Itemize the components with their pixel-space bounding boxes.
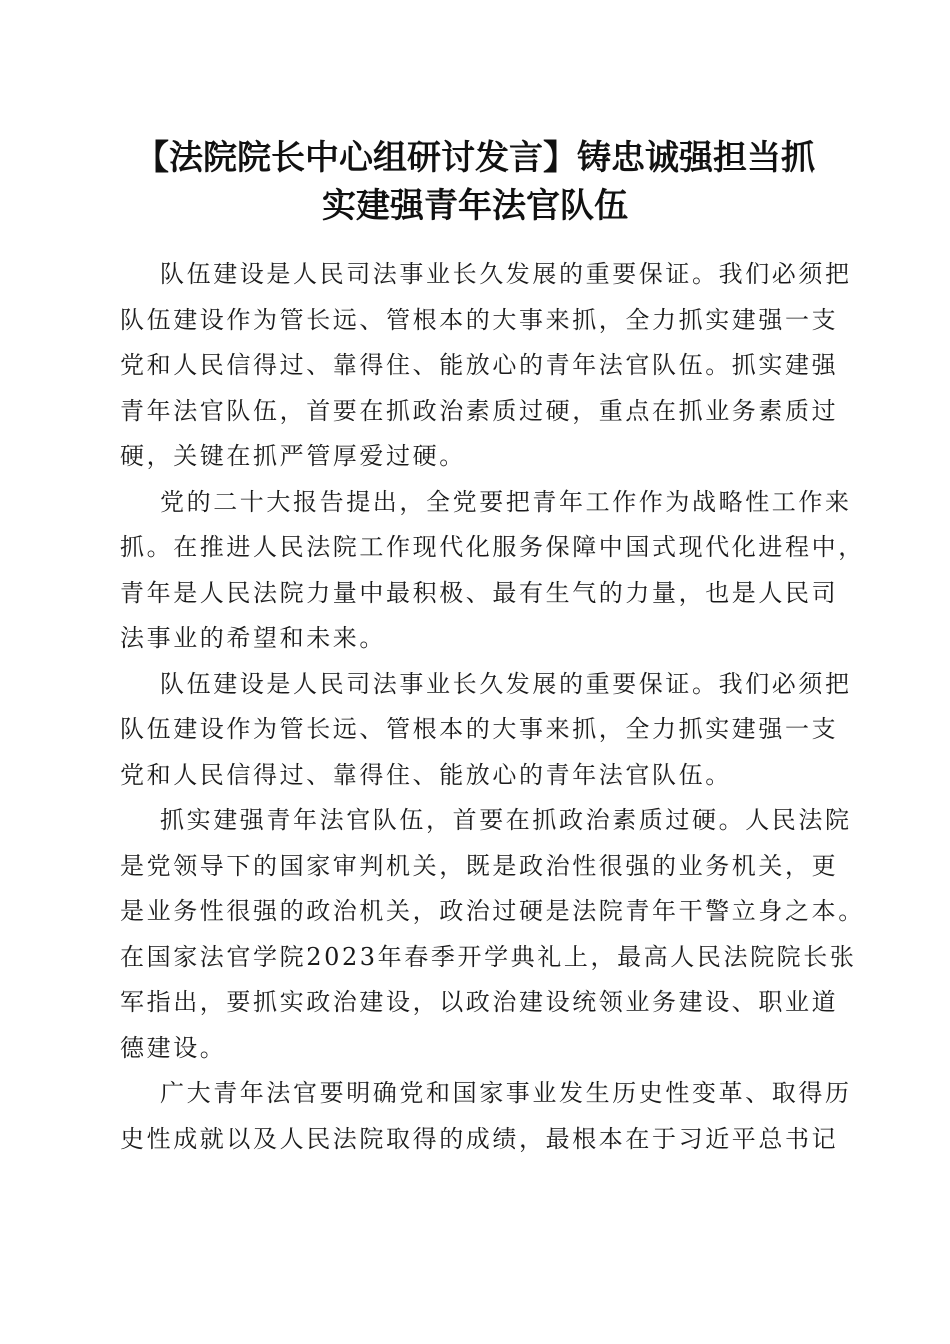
paragraph-line: 党和人民信得过、靠得住、能放心的青年法官队伍。抓实建强 [120,351,839,379]
paragraph-line: 史性成就以及人民法院取得的成绩，最根本在于习近平总书记 [120,1124,839,1153]
paragraph-1 [120,252,852,480]
paragraph-line: 队伍建设是人民司法事业长久发展的重要保证。我们必须把 [160,669,852,698]
paragraph-line: 青年法官队伍，首要在抓政治素质过硬，重点在抓业务素质过 [120,396,839,425]
paragraph-2 [120,480,865,662]
paragraph-line: 队伍建设作为管长远、管根本的大事来抓，全力抓实建强一支 [120,715,839,743]
paragraph-line: 广大青年法官要明确党和国家事业发生历史性变革、取得历 [160,1079,852,1107]
paragraph-3 [120,662,852,799]
paragraph-line: 队伍建设是人民司法事业长久发展的重要保证。我们必须把 [160,260,852,288]
paragraph-line: 是党领导下的国家审判机关，既是政治性很强的业务机关，更 [120,851,839,880]
paragraph-5 [120,1071,852,1162]
paragraph-line: 党的二十大报告提出，全党要把青年工作作为战略性工作来 [160,487,852,516]
paragraph-line: 硬，关键在抓严管厚爱过硬。 [120,442,466,470]
paragraph-line: 党和人民信得过、靠得住、能放心的青年法官队伍。 [120,760,732,789]
paragraph-line: 军指出，要抓实政治建设，以政治建设统领业务建设、职业道 [120,988,839,1016]
document-title [110,134,840,230]
title-line: 实建强青年法官队伍 [322,186,628,226]
paragraph-line: 青年是人民法院力量中最积极、最有生气的力量，也是人民司 [120,578,839,607]
paragraph-line: 抓。在推进人民法院工作现代化服务保障中国式现代化进程中， [120,533,865,561]
paragraph-line: 法事业的希望和未来。 [120,624,386,652]
paragraph-line: 在国家法官学院2023年春季开学典礼上，最高人民法院院长张 [120,942,857,971]
paragraph-4 [120,798,865,1071]
document-body [120,252,865,1162]
paragraph-line: 队伍建设作为管长远、管根本的大事来抓，全力抓实建强一支 [120,305,839,334]
paragraph-line: 抓实建强青年法官队伍，首要在抓政治素质过硬。人民法院 [160,806,852,834]
paragraph-line: 是业务性很强的政治机关，政治过硬是法院青年干警立身之本。 [120,897,865,925]
title-line: 【法院院长中心组研讨发言】铸忠诚强担当抓 [135,138,815,178]
paragraph-line: 德建设。 [120,1033,227,1062]
